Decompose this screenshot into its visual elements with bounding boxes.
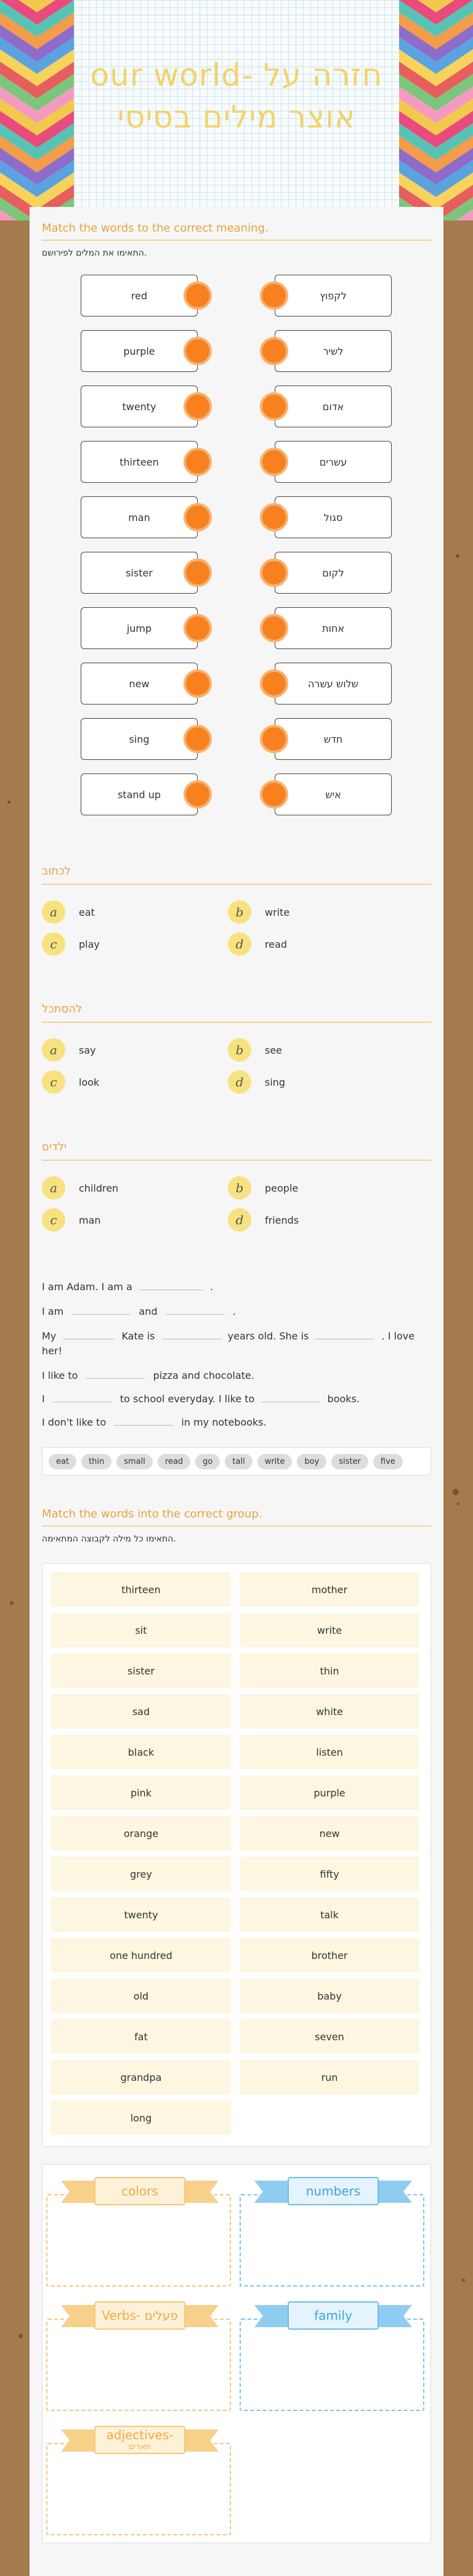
match-left-term[interactable]: stand up <box>81 773 198 815</box>
ribbon-tail-left <box>254 2305 290 2327</box>
groups-title: Match the words into the correct group. <box>42 1508 431 1527</box>
answer-option[interactable] <box>228 932 287 956</box>
match-row <box>42 496 431 539</box>
bucket-label <box>94 2177 185 2205</box>
fill-line-1 <box>42 1280 431 1294</box>
group-buckets-area <box>42 2164 431 2543</box>
answer-option[interactable] <box>42 1176 118 1200</box>
question-2 <box>42 1003 431 1023</box>
fill-blank[interactable] <box>139 1280 203 1290</box>
matching-header <box>42 222 431 258</box>
fill-text: and <box>139 1306 158 1317</box>
option-label: people <box>265 1182 299 1194</box>
fill-blank[interactable] <box>53 1392 112 1402</box>
fill-blank[interactable] <box>261 1392 320 1402</box>
matching-area <box>42 275 431 829</box>
draggable-word[interactable]: one hundred <box>51 1938 231 1972</box>
worksheet-title <box>80 54 393 138</box>
match-left-term[interactable]: sister <box>81 552 198 594</box>
option-label: write <box>265 906 290 918</box>
word-chip[interactable]: read <box>158 1454 190 1469</box>
title-line-1: our world- חזרה על <box>90 57 383 93</box>
draggable-word[interactable]: white <box>240 1694 419 1729</box>
question-3-title: ילדים <box>42 1141 431 1161</box>
match-connector-dot[interactable] <box>260 448 288 476</box>
draggable-word[interactable]: sister <box>51 1653 231 1688</box>
word-bank <box>42 1447 431 1476</box>
cork-texture <box>456 554 459 558</box>
draggable-word[interactable]: sad <box>51 1694 231 1729</box>
fill-text: her! <box>42 1345 62 1357</box>
ribbon-tail-left <box>254 2181 290 2203</box>
draggable-word[interactable]: thirteen <box>51 1572 231 1607</box>
fill-text: My <box>42 1330 57 1342</box>
match-connector-dot[interactable] <box>184 281 212 310</box>
draggable-word[interactable]: grey <box>51 1857 231 1891</box>
match-left-term[interactable]: thirteen <box>81 441 198 483</box>
fill-text: pizza and chocolate. <box>153 1370 254 1381</box>
fill-text: books. <box>327 1393 360 1405</box>
word-chip[interactable]: thin <box>81 1454 111 1469</box>
word-chip[interactable]: five <box>373 1454 403 1469</box>
word-chip[interactable]: boy <box>297 1454 326 1469</box>
word-chip[interactable]: eat <box>49 1454 76 1469</box>
match-connector-dot[interactable] <box>184 337 212 365</box>
fill-text: I <box>42 1393 45 1405</box>
option-badge: b <box>228 1038 251 1062</box>
draggable-word[interactable]: old <box>51 1979 231 2013</box>
draggable-word[interactable]: run <box>240 2060 419 2094</box>
cork-texture <box>18 2334 23 2338</box>
bucket-label <box>94 2426 185 2454</box>
word-chip[interactable]: tall <box>225 1454 252 1469</box>
bucket-label-text: adjectives- <box>106 2428 174 2442</box>
match-right-term[interactable]: איש <box>275 773 392 815</box>
match-right-term[interactable]: לשיר <box>275 330 392 372</box>
match-connector-dot[interactable] <box>184 448 212 476</box>
fill-text: to school everyday. I like to <box>119 1393 255 1405</box>
match-connector-dot[interactable] <box>184 392 212 421</box>
matching-title: Match the words to the correct meaning. <box>42 222 431 241</box>
match-left-term[interactable]: sing <box>81 718 198 760</box>
word-chip[interactable]: write <box>257 1454 293 1469</box>
worksheet-paper <box>30 207 443 2576</box>
cork-texture <box>7 801 10 804</box>
draggable-word[interactable]: purple <box>240 1775 419 1810</box>
option-badge: b <box>228 900 251 924</box>
fill-line-4 <box>42 1368 431 1383</box>
bucket-label-text: colors <box>121 2184 158 2198</box>
bucket-label-text: family <box>314 2308 352 2323</box>
match-connector-dot[interactable] <box>184 614 212 642</box>
draggable-word[interactable]: fat <box>51 2019 231 2054</box>
match-connector-dot[interactable] <box>260 392 288 421</box>
match-connector-dot[interactable] <box>260 614 288 642</box>
word-chip[interactable]: go <box>195 1454 220 1469</box>
match-connector-dot[interactable] <box>184 780 212 809</box>
groups-subtitle: התאימו כל מילה לקבוצה המתאימה. <box>42 1534 176 1544</box>
word-chip[interactable]: sister <box>331 1454 368 1469</box>
match-connector-dot[interactable] <box>184 725 212 753</box>
cork-texture <box>462 2279 465 2282</box>
drop-bucket[interactable] <box>46 2308 231 2411</box>
match-left-term[interactable]: twenty <box>81 386 198 427</box>
option-label: play <box>79 938 100 950</box>
match-connector-dot[interactable] <box>260 559 288 587</box>
option-badge: d <box>228 932 251 956</box>
matching-subtitle: התאימו את המלים לפירושם. <box>42 248 147 258</box>
draggable-word[interactable]: pink <box>51 1775 231 1810</box>
bucket-label-text: Verbs- פעלים <box>102 2308 178 2323</box>
match-row <box>42 441 431 484</box>
match-row <box>42 773 431 817</box>
fill-text: Kate is <box>121 1330 155 1342</box>
answer-option[interactable] <box>42 1070 99 1094</box>
answer-option[interactable] <box>42 1038 96 1062</box>
draggable-word[interactable]: thin <box>240 1653 419 1688</box>
draggable-word[interactable]: twenty <box>51 1897 231 1932</box>
ribbon-tail-left <box>61 2305 97 2327</box>
match-right-term[interactable]: לקום <box>275 552 392 594</box>
option-label: friends <box>265 1214 299 1226</box>
match-right-term[interactable]: סגול <box>275 496 392 538</box>
draggable-word[interactable]: black <box>51 1735 231 1769</box>
draggable-word[interactable]: brother <box>240 1938 419 1972</box>
match-right-term[interactable]: לקפוץ <box>275 275 392 317</box>
fill-text: . <box>209 1281 214 1293</box>
option-badge: a <box>42 1176 65 1200</box>
bucket-label <box>288 2177 379 2205</box>
option-badge: d <box>228 1070 251 1094</box>
match-left-term[interactable]: purple <box>81 330 198 372</box>
ribbon-tail-right <box>183 2305 219 2327</box>
option-label: see <box>265 1044 283 1056</box>
answer-option[interactable] <box>228 1038 282 1062</box>
ribbon-tail-right <box>376 2305 412 2327</box>
fill-line-2 <box>42 1304 431 1319</box>
ribbon-tail-right <box>183 2181 219 2203</box>
draggable-word[interactable]: write <box>240 1613 419 1647</box>
match-left-term[interactable]: man <box>81 496 198 538</box>
match-left-term[interactable]: red <box>81 275 198 317</box>
draggable-word[interactable]: seven <box>240 2019 419 2054</box>
drop-bucket[interactable] <box>46 2428 231 2535</box>
draggable-word[interactable]: sit <box>51 1613 231 1647</box>
title-line-2: אוצר מילים בסיסי <box>117 99 356 135</box>
option-badge: a <box>42 900 65 924</box>
option-label: children <box>79 1182 119 1194</box>
match-connector-dot[interactable] <box>184 669 212 698</box>
option-badge: a <box>42 1038 65 1062</box>
fill-blank[interactable] <box>114 1416 173 1426</box>
question-3 <box>42 1141 431 1161</box>
option-label: sing <box>265 1076 286 1088</box>
option-label: say <box>79 1044 96 1056</box>
question-1-title: לכתוב <box>42 865 431 885</box>
worksheet-header <box>0 0 473 220</box>
groups-header <box>42 1508 431 1544</box>
ribbon-tail-right <box>376 2181 412 2203</box>
drop-bucket[interactable] <box>240 2184 424 2287</box>
fill-blank[interactable] <box>63 1330 115 1339</box>
option-badge: b <box>228 1176 251 1200</box>
fill-blank[interactable] <box>166 1305 225 1315</box>
option-label: eat <box>79 906 95 918</box>
ribbon-tail-left <box>61 2181 97 2203</box>
match-right-term[interactable]: שלוש עשרה <box>275 663 392 705</box>
bucket-label-text: numbers <box>305 2184 361 2198</box>
ribbon-tail-left <box>61 2429 97 2452</box>
cork-texture <box>457 1503 459 1505</box>
ribbon-tail-right <box>183 2429 219 2452</box>
group-items-area <box>42 1563 431 2147</box>
match-row <box>42 275 431 318</box>
match-connector-dot[interactable] <box>260 337 288 365</box>
fill-text: I like to <box>42 1370 78 1381</box>
fill-line-6 <box>42 1415 431 1430</box>
match-right-term[interactable]: אדום <box>275 386 392 427</box>
match-row <box>42 552 431 595</box>
draggable-word[interactable]: grandpa <box>51 2060 231 2094</box>
option-label: read <box>265 938 288 950</box>
draggable-word[interactable]: long <box>51 2101 231 2135</box>
word-chip[interactable]: small <box>116 1454 153 1469</box>
match-connector-dot[interactable] <box>260 780 288 809</box>
question-2-title: להסתכל <box>42 1003 431 1023</box>
draggable-word[interactable]: new <box>240 1816 419 1851</box>
match-row <box>42 386 431 429</box>
option-badge: c <box>42 932 65 956</box>
match-row <box>42 330 431 373</box>
draggable-word[interactable]: talk <box>240 1897 419 1932</box>
drop-bucket[interactable] <box>46 2184 231 2287</box>
match-right-term[interactable]: עשרים <box>275 441 392 483</box>
match-right-term[interactable]: חדש <box>275 718 392 760</box>
fill-line-5 <box>42 1392 431 1407</box>
answer-option[interactable] <box>42 1208 101 1232</box>
fill-blank[interactable] <box>162 1330 221 1339</box>
fill-blank[interactable] <box>315 1330 374 1339</box>
fill-blank[interactable] <box>86 1369 145 1379</box>
match-connector-dot[interactable] <box>260 669 288 698</box>
match-left-term[interactable]: jump <box>81 607 198 649</box>
fill-text: years old. She is <box>227 1330 309 1342</box>
option-label: look <box>79 1076 100 1088</box>
fill-text: . <box>232 1306 236 1317</box>
match-connector-dot[interactable] <box>184 559 212 587</box>
option-label: man <box>79 1214 101 1226</box>
match-row <box>42 718 431 761</box>
draggable-word[interactable]: baby <box>240 1979 419 2013</box>
option-badge: c <box>42 1208 65 1232</box>
draggable-word[interactable]: orange <box>51 1816 231 1851</box>
match-connector-dot[interactable] <box>184 503 212 531</box>
draggable-word[interactable]: mother <box>240 1572 419 1607</box>
option-badge: c <box>42 1070 65 1094</box>
cork-texture <box>10 1601 14 1605</box>
option-badge: d <box>228 1208 251 1232</box>
match-connector-dot[interactable] <box>260 503 288 531</box>
draggable-word[interactable]: listen <box>240 1735 419 1769</box>
match-right-term[interactable]: אחות <box>275 607 392 649</box>
chevron-pattern-right <box>399 0 473 220</box>
answer-option[interactable] <box>228 900 289 924</box>
match-row <box>42 663 431 706</box>
fill-text: in my notebooks. <box>181 1416 267 1428</box>
answer-option[interactable] <box>228 1070 285 1094</box>
fill-text: I am <box>42 1306 64 1317</box>
cork-texture <box>453 1489 459 1495</box>
question-1 <box>42 865 431 885</box>
match-connector-dot[interactable] <box>260 725 288 753</box>
answer-option[interactable] <box>42 932 100 956</box>
fill-text: I am Adam. I am a <box>42 1281 132 1293</box>
fill-text: . I love <box>381 1330 415 1342</box>
drop-bucket[interactable] <box>240 2308 424 2411</box>
fill-line-3 <box>42 1329 431 1359</box>
answer-option[interactable] <box>228 1208 299 1232</box>
fill-text: I don't like to <box>42 1416 107 1428</box>
match-row <box>42 607 431 650</box>
bucket-label-subtext: תארים <box>128 2442 152 2452</box>
fill-blank[interactable] <box>71 1305 131 1315</box>
answer-option[interactable] <box>42 900 95 924</box>
answer-option[interactable] <box>228 1176 298 1200</box>
chevron-pattern-left <box>0 0 74 220</box>
match-connector-dot[interactable] <box>260 281 288 310</box>
match-left-term[interactable]: new <box>81 663 198 705</box>
bucket-label <box>288 2301 379 2330</box>
bucket-label <box>94 2301 185 2330</box>
draggable-word[interactable]: fifty <box>240 1857 419 1891</box>
